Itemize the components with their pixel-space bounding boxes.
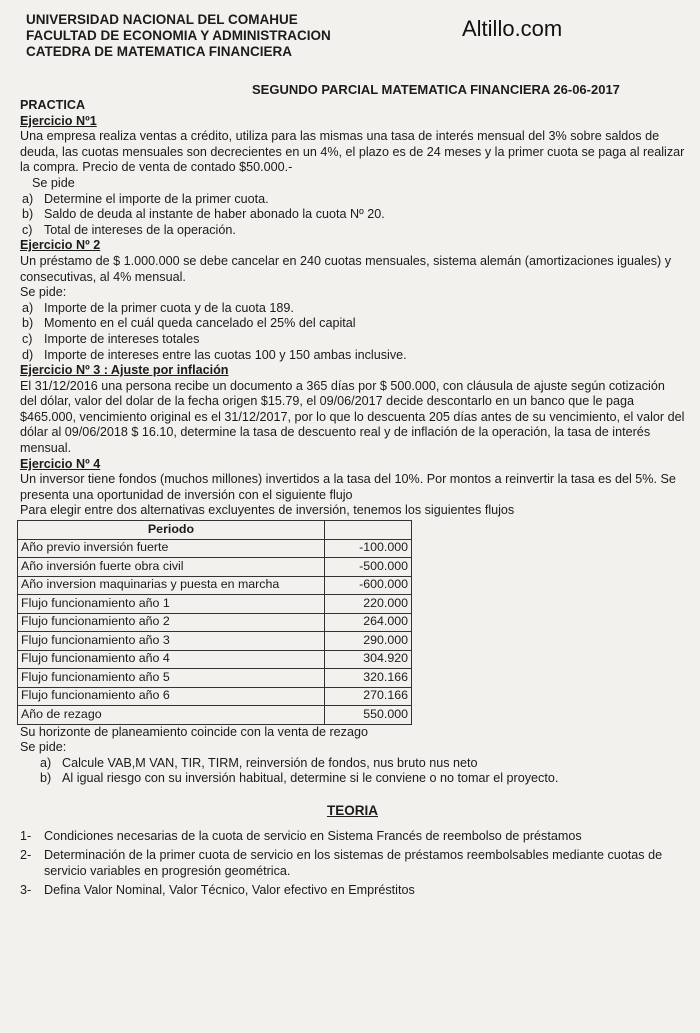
list-item: 3- Defina Valor Nominal, Valor Técnico, Valor efectivo en Empréstitos [20, 883, 415, 898]
ex3-body: El 31/12/2016 una persona recibe un documento a 365 días por $ 500.000, con cláusula de ajuste según cotización del dólar, valor del dolar de la fecha origen $15.79, el 09/06/2017 decide descontarlo en un banco que le paga $465.000, vencimiento original es el 31/12/2017, por lo que lo descuenta 205 días antes de su vencimiento, el valor del dólar al 09/06/2018 $ 16.10, determine la tasa de descuento real y de inflación de la operación, la tasa de interés mensual. [20, 378, 685, 456]
period-header: Periodo [18, 521, 325, 540]
list-item: b) Saldo de deuda al instante de haber abonado la cuota Nº 20. [22, 207, 385, 222]
table-row: Año previo inversión fuerte -100.000 [18, 539, 412, 558]
theory-items [20, 829, 685, 899]
ex4-body-2: Para elegir entre dos alternativas excluyentes de inversión, tenemos los siguientes flujos [20, 503, 515, 518]
table-header-row [18, 521, 412, 540]
table-row: Año de rezago 550.000 [18, 706, 412, 725]
table-row: Flujo funcionamiento año 6 270.166 [18, 687, 412, 706]
table-row: Año inversion maquinarias y puesta en marcha -600.000 [18, 576, 412, 595]
ex2-body: Un préstamo de $ 1.000.000 se debe cancelar en 240 cuotas mensuales, sistema alemán (amortizaciones iguales) y consecutivas, al 4% mensual. [20, 253, 672, 284]
cash-flow-table [17, 520, 412, 725]
list-item: a) Calcule VAB,M VAN, TIR, TIRM, reinversión de fondos, nus bruto nus neto [40, 755, 478, 770]
ex4-se-pide: Se pide: [20, 740, 67, 755]
site-watermark: Altillo.com [462, 16, 563, 41]
ex1-title: Ejercicio Nº1 [20, 113, 97, 128]
exam-title: SEGUNDO PARCIAL MATEMATICA FINANCIERA 26-06-2017 [252, 82, 620, 97]
practica-heading: PRACTICA [20, 98, 86, 112]
list-item: c) Importe de intereses totales [22, 331, 200, 346]
chair-name: CATEDRA DE MATEMATICA FINANCIERA [26, 44, 292, 59]
list-item: a) Importe de la primer cuota y de la cuota 189. [22, 300, 294, 315]
ex1-body: Una empresa realiza ventas a crédito, utiliza para las mismas una tasa de interés mensual del 3% sobre saldos de deuda, las cuotas mensuales son decrecientes en un 4%, el plazo es de 24 meses y la primer cuota se paga al realizar la compra. Precio de venta de contado $50.000.- [20, 129, 685, 175]
ex2-se-pide: Se pide: [20, 285, 67, 300]
list-item: a) Determine el importe de la primer cuota. [22, 191, 269, 206]
list-item: 2- Determinación de la primer cuota de servicio en los sistemas de préstamos reembolsables mediante cuotas de servicio variables en progresión geométrica. [20, 848, 663, 878]
exam-content [20, 98, 685, 903]
ex4-body: Un inversor tiene fondos (muchos millones) invertidos a la tasa del 10%. Por montos a reinvertir la tasa es del 5%. Se presenta una oportunidad de inversión con el siguiente flujo [20, 472, 676, 502]
list-item: d) Importe de intereses entre las cuotas 100 y 150 ambas inclusive. [22, 347, 407, 362]
theory-heading: TEORIA [326, 802, 378, 818]
ex4-items [20, 756, 685, 787]
ex2-title: Ejercicio Nº 2 [20, 238, 101, 253]
table-row: Flujo funcionamiento año 4 304.920 [18, 650, 412, 669]
list-item: c) Total de intereses de la operación. [22, 222, 236, 237]
list-item: 1- Condiciones necesarias de la cuota de servicio en Sistema Francés de reembolso de préstamos [20, 828, 582, 843]
ex2-items [20, 301, 685, 363]
ex1-items [20, 192, 685, 239]
table-row: Flujo funcionamiento año 3 290.000 [18, 632, 412, 651]
list-item: b) Al igual riesgo con su inversión habitual, determine si le conviene o no tomar el proyecto. [40, 771, 559, 786]
table-row: Flujo funcionamiento año 5 320.166 [18, 669, 412, 688]
institution-header [26, 12, 331, 60]
list-item: b) Momento en el cuál queda cancelado el 25% del capital [22, 316, 356, 331]
ex4-title: Ejercicio Nº 4 [20, 456, 101, 471]
value-header [325, 521, 412, 540]
university-name: UNIVERSIDAD NACIONAL DEL COMAHUE [26, 12, 298, 27]
ex1-se-pide: Se pide [32, 175, 75, 190]
table-row: Flujo funcionamiento año 1 220.000 [18, 595, 412, 614]
table-row: Año inversión fuerte obra civil -500.000 [18, 558, 412, 577]
table-row: Flujo funcionamiento año 2 264.000 [18, 613, 412, 632]
ex3-title: Ejercicio Nº 3 : Ajuste por inflación [20, 363, 229, 378]
ex4-after: Su horizonte de planeamiento coincide con la venta de rezago [20, 724, 368, 739]
faculty-name: FACULTAD DE ECONOMIA Y ADMINISTRACION [26, 28, 331, 43]
